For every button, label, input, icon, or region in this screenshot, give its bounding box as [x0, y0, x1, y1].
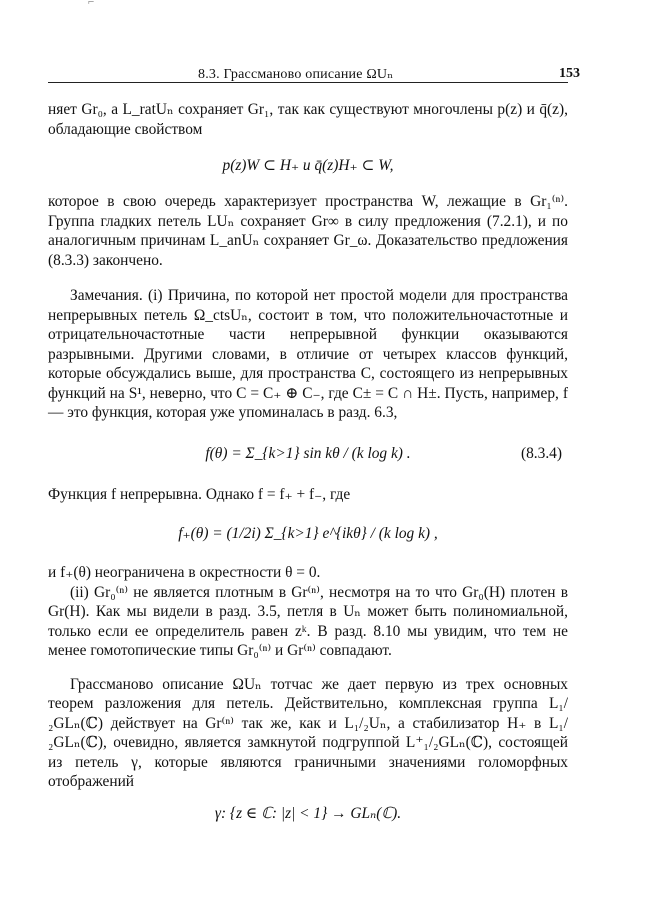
paragraph-4: Функция f непрерывна. Однако f = f₊ + f₋, где [48, 485, 351, 503]
scan-mark: ⌐ [88, 0, 95, 8]
paragraph-1: няет Gr₀, а L_ratUₙ сохраняет Gr₁, так как существуют многочлены p(z) и q̄(z), обладающие свойством [48, 101, 568, 138]
paragraph-5: и f₊(θ) неограничена в окрестности θ = 0. [48, 564, 321, 581]
section-title: 8.3. Грассманово описание ΩUₙ [198, 67, 394, 82]
equation-4: γ: {z ∈ ℂ: |z| < 1} → GLₙ(ℂ). [214, 804, 402, 822]
paragraph-7: Грассманово описание ΩUₙ тотчас же дает первую из трех основных теорем разложения для петель. Действительно, комплексная группа L₁/₂GLₙ(ℂ) действует на Gr⁽ⁿ⁾ так же, как и L₁/₂Uₙ, а стабилизатор H₊ в L₁/₂GLₙ(ℂ), очевидно, является замкнутой подгруппой L⁺₁/₂GLₙ(ℂ), состоящей из петель γ, которые являются граничными значениями голоморфных отображений [48, 675, 568, 790]
page [48, 58, 580, 823]
remarks-paragraph: Замечания. (i) Причина, по которой нет простой модели для пространства непрерывных петель Ω_ctsUₙ, состоит в том, что положительночастотные и отрицательночастотные части непрерывной функции оказываются разрывными. Другими словами, в отличие от четырех классов функций, которые обсуждались выше, для пространства C, состоящего из непрерывных функций на S¹, неверно, что C = C₊ ⊕ C₋, где C± = C ∩ H±. Пусть, например, f — это функция, которая уже упоминалась в разд. 6.3, [48, 287, 568, 421]
equation-2-body: f(θ) = Σ_{k>1} sin kθ / (k log k) . [205, 444, 411, 462]
equation-3: f₊(θ) = (1/2i) Σ_{k>1} e^{ikθ} / (k log k) , [178, 525, 438, 542]
equation-1: p(z)W ⊂ H₊ и q̄(z)H₊ ⊂ W, [222, 157, 394, 174]
page-number: 153 [559, 66, 580, 81]
paragraph-6: (ii) Gr₀⁽ⁿ⁾ не является плотным в Gr⁽ⁿ⁾, несмотря на то что Gr₀(H) плотен в Gr(H). Как мы видели в разд. 3.5, петля в Uₙ может быть полиномиальной, только если ее определитель равен zᵏ. В разд. 8.10 мы увидим, что тем не менее гомотопические типы Gr₀⁽ⁿ⁾ и Gr⁽ⁿ⁾ совпадают. [48, 583, 568, 659]
equation-2 [48, 445, 568, 463]
running-header [48, 58, 580, 83]
paragraph-2: которое в свою очередь характеризует пространства W, лежащие в Gr₁⁽ⁿ⁾. Группа гладких петель LUₙ сохраняет Gr∞ в силу предложения (7.2.1), и по аналогичным причинам L_anUₙ сохраняет Gr_ω. Доказательство предложения (8.3.3) закончено. [48, 193, 568, 269]
equation-number: (8.3.4) [520, 444, 562, 462]
